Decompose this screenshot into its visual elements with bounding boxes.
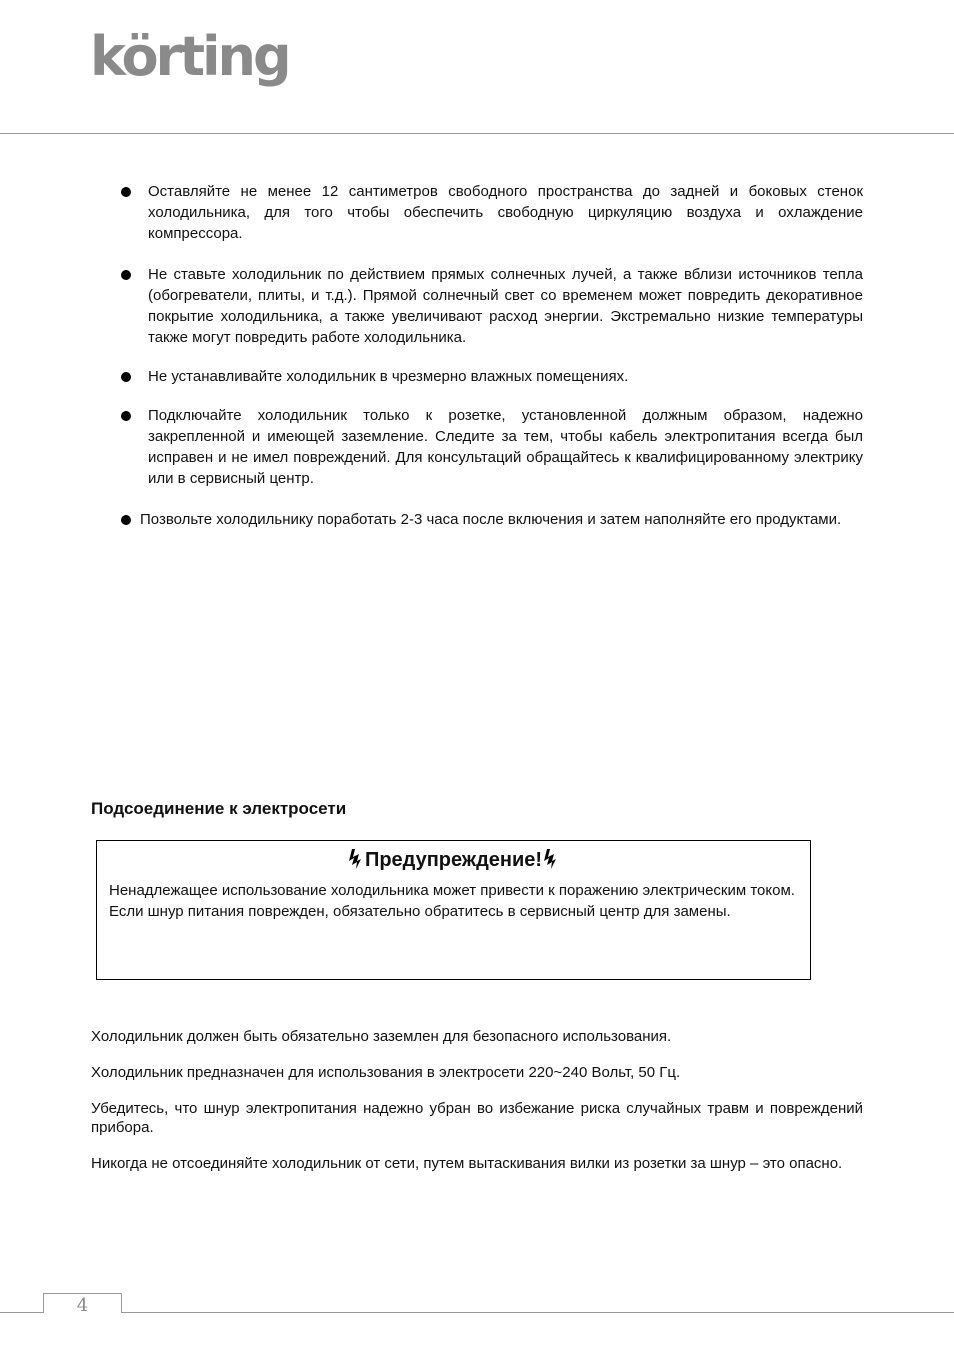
list-item-text: Оставляйте не менее 12 сантиметров свободного пространства до задней и боковых стенок холодильника, для того чтобы обеспечить свободную циркуляцию воздуха и охлаждение компрессора. (148, 183, 863, 242)
lightning-icon (348, 849, 364, 869)
bullet-icon (121, 515, 131, 525)
bullet-icon (121, 372, 131, 382)
paragraph: Убедитесь, что шнур электропитания надежно убран во избежание риска случайных травм и повреждений прибора. (91, 1100, 863, 1136)
warning-title: Предупреждение! (364, 849, 543, 871)
list-item-text: Позвольте холодильнику поработать 2-3 часа после включения и затем наполняйте его продуктами. (140, 511, 842, 528)
list-item (118, 509, 863, 530)
lightning-icon (543, 849, 559, 869)
header-divider (0, 133, 954, 134)
bullet-icon (121, 270, 131, 280)
installation-tips-list (118, 181, 863, 530)
page-number-tab (43, 1293, 122, 1316)
warning-text: Ненадлежащее использование холодильника может привести к поражению электрическим током. Если шнур питания поврежден, обязательно обратитесь в сервисный центр для замены. (109, 882, 795, 920)
list-item (118, 181, 863, 244)
paragraph: Холодильник должен быть обязательно заземлен для безопасного использования. (91, 1028, 672, 1045)
list-item-text: Не ставьте холодильник по действием прямых солнечных лучей, а также вблизи источников тепла (обогреватели, плиты, и т.д.). Прямой солнечный свет со временем может повредить декоративное покрытие холодильника, а также увеличивают расход энергии. Экстремально низкие температуры также могут повредить работе холодильника. (148, 266, 863, 346)
list-item-text: Подключайте холодильник только к розетке, установленной должным образом, надежно закрепленной и имеющей заземление. Следите за тем, чтобы кабель электропитания всегда был исправен и не имел повреждений. Для консультаций обращайтесь к квалифицированному электрику или в сервисный центр. (148, 407, 863, 487)
paragraph: Холодильник предназначен для использования в электросети 220~240 Вольт, 50 Гц. (91, 1064, 681, 1081)
electrical-notes (91, 1027, 863, 1173)
section-title: Подсоединение к электросети (91, 799, 347, 818)
list-item (118, 264, 863, 348)
bullet-icon (121, 411, 131, 421)
list-item (118, 405, 863, 489)
brand-logo: körting (90, 25, 289, 88)
warning-heading (97, 848, 810, 872)
footer-divider (0, 1312, 954, 1313)
list-item-text: Не устанавливайте холодильник в чрезмерно влажных помещениях. (148, 368, 629, 385)
list-item (118, 366, 863, 387)
paragraph: Никогда не отсоединяйте холодильник от сети, путем вытаскивания вилки из розетки за шнур – это опасно. (91, 1155, 843, 1172)
bullet-icon (121, 187, 131, 197)
page-number: 4 (76, 1295, 89, 1316)
warning-box (96, 840, 811, 980)
